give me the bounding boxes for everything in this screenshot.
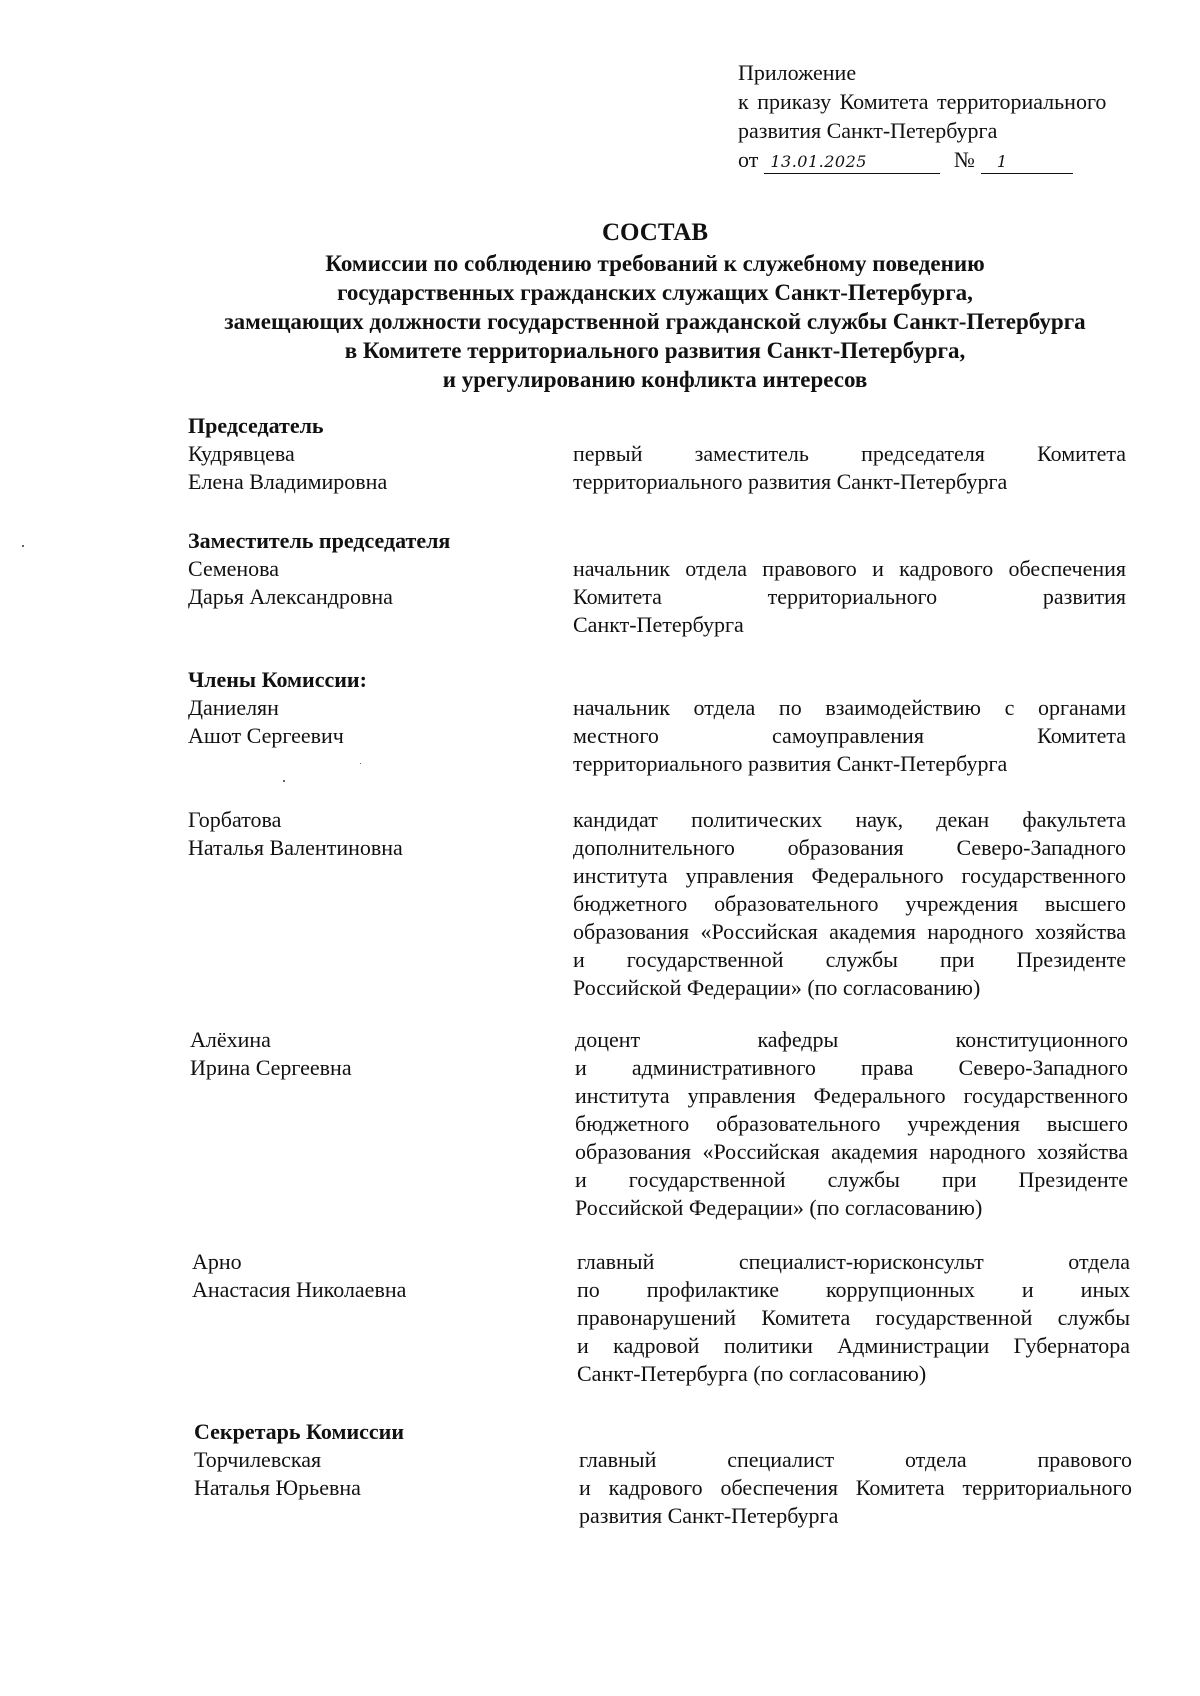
member-position-line: Российской Федерации» (по согласованию) <box>573 975 981 1000</box>
member-position-line: Санкт-Петербурга (по согласованию) <box>577 1361 927 1386</box>
member-position-line: территориального развития Санкт-Петербурга <box>573 751 1008 776</box>
member-position-line: по профилактике коррупционных и иных <box>577 1277 1130 1302</box>
member-surname: Алёхина <box>190 1027 271 1052</box>
member-name <box>192 1248 552 1304</box>
appendix-line-3: развития Санкт-Петербурга <box>738 118 998 143</box>
member-position-line: и кадровой политики Администрации Губернатора <box>577 1333 1130 1358</box>
appendix-block <box>738 58 1138 174</box>
secretary-name <box>194 1446 554 1502</box>
member-surname: Горбатова <box>188 807 282 832</box>
member-position-line: бюджетного образовательного учреждения высшего <box>573 891 1126 916</box>
member-position-line: местного самоуправления Комитета <box>573 723 1126 748</box>
member-position-line: и государственной службы при Президенте <box>573 947 1126 972</box>
deputy-position-line: Комитета территориального развития <box>573 584 1126 609</box>
member-given-name: Анастасия Николаевна <box>192 1277 407 1302</box>
title-heading: СОСТАВ <box>601 219 709 246</box>
secretary-position-line: и кадрового обеспечения Комитета территориального <box>579 1475 1132 1500</box>
member-given-name: Наталья Валентиновна <box>188 835 403 860</box>
member-position-line: Российской Федерации» (по согласованию) <box>575 1195 983 1220</box>
member-entry <box>188 806 1188 1006</box>
chairman-role: Председатель <box>188 413 324 438</box>
chairman-position <box>573 440 1126 496</box>
member-position-line: института управления Федерального государственного <box>575 1083 1128 1108</box>
deputy-position-line: начальник отдела правового и кадрового обеспечения <box>573 556 1126 581</box>
deputy-role: Заместитель председателя <box>188 528 451 553</box>
member-surname: Даниелян <box>188 695 279 720</box>
member-position-line: главный специалист-юрисконсульт отдела <box>577 1249 1130 1274</box>
chairman-section <box>188 412 1188 502</box>
member-entry <box>190 1026 1190 1226</box>
secretary-position-line: развития Санкт-Петербурга <box>579 1503 839 1528</box>
secretary-surname: Торчилевская <box>194 1447 322 1472</box>
appendix-line-2: к приказу Комитета территориального <box>738 89 1107 114</box>
member-position-line: кандидат политических наук, декан факультета <box>573 807 1126 832</box>
deputy-position <box>573 555 1126 639</box>
order-number-value: 1 <box>996 152 1008 171</box>
chairman-name <box>188 440 548 496</box>
member-position-line: начальник отдела по взаимодействию с органами <box>573 695 1126 720</box>
member-position <box>575 1026 1128 1222</box>
deputy-section <box>188 527 1188 647</box>
member-position <box>577 1248 1130 1388</box>
member-surname: Арно <box>192 1249 242 1274</box>
member-position-line: и административного права Северо-Западного <box>575 1055 1128 1080</box>
title-line-2: государственных гражданских служащих Санкт-Петербурга, <box>337 280 973 305</box>
member-entry <box>188 694 1188 784</box>
title-line-4: в Комитете территориального развития Санкт-Петербурга, <box>344 338 966 363</box>
order-date-field <box>764 149 940 174</box>
scan-speck <box>283 780 285 782</box>
deputy-position-line: Санкт-Петербурга <box>573 612 744 637</box>
scan-speck <box>22 545 24 547</box>
document-title <box>160 218 1150 394</box>
chairman-surname: Кудрявцева <box>188 441 295 466</box>
title-line-5: и урегулированию конфликта интересов <box>442 367 868 392</box>
order-number-field <box>981 149 1073 174</box>
members-role: Члены Комиссии: <box>188 667 367 692</box>
member-position <box>573 806 1126 1002</box>
member-name <box>188 806 548 862</box>
member-position-line: правонарушений Комитета государственной службы <box>577 1305 1130 1330</box>
title-line-3: замещающих должности государственной гражданской службы Санкт-Петербурга <box>224 309 1086 334</box>
member-given-name: Ашот Сергеевич <box>188 723 344 748</box>
chairman-given-name: Елена Владимировна <box>188 469 388 494</box>
member-position-line: бюджетного образовательного учреждения высшего <box>575 1111 1128 1136</box>
date-prefix: от <box>738 147 759 172</box>
number-prefix: № <box>953 147 975 172</box>
member-entry <box>192 1248 1192 1398</box>
member-position-line: образования «Российская академия народного хозяйства <box>573 919 1126 944</box>
member-position-line: и государственной службы при Президенте <box>575 1167 1128 1192</box>
members-section <box>188 666 1188 696</box>
member-position-line: института управления Федерального государственного <box>573 863 1126 888</box>
chairman-position-line: первый заместитель председателя Комитета <box>573 441 1126 466</box>
appendix-line-1: Приложение <box>738 60 857 85</box>
member-position-line: образования «Российская академия народного хозяйства <box>575 1139 1128 1164</box>
order-date-row <box>738 145 1138 174</box>
secretary-position <box>579 1446 1132 1530</box>
deputy-name <box>188 555 548 611</box>
deputy-surname: Семенова <box>188 556 280 581</box>
member-position-line: доцент кафедры конституционного <box>575 1027 1128 1052</box>
secretary-role: Секретарь Комиссии <box>194 1419 405 1444</box>
member-position-line: дополнительного образования Северо-Западного <box>573 835 1126 860</box>
deputy-given-name: Дарья Александровна <box>188 584 393 609</box>
title-line-1: Комиссии по соблюдению требований к служебному поведению <box>325 251 985 276</box>
member-name <box>188 694 548 750</box>
member-position <box>573 694 1126 778</box>
scan-speck <box>360 763 361 764</box>
chairman-position-line: территориального развития Санкт-Петербурга <box>573 469 1008 494</box>
secretary-section <box>194 1418 1194 1538</box>
member-given-name: Ирина Сергеевна <box>190 1055 352 1080</box>
secretary-given-name: Наталья Юрьевна <box>194 1475 361 1500</box>
secretary-position-line: главный специалист отдела правового <box>579 1447 1132 1472</box>
order-date-value: 13.01.2025 <box>770 152 867 171</box>
member-name <box>190 1026 550 1082</box>
